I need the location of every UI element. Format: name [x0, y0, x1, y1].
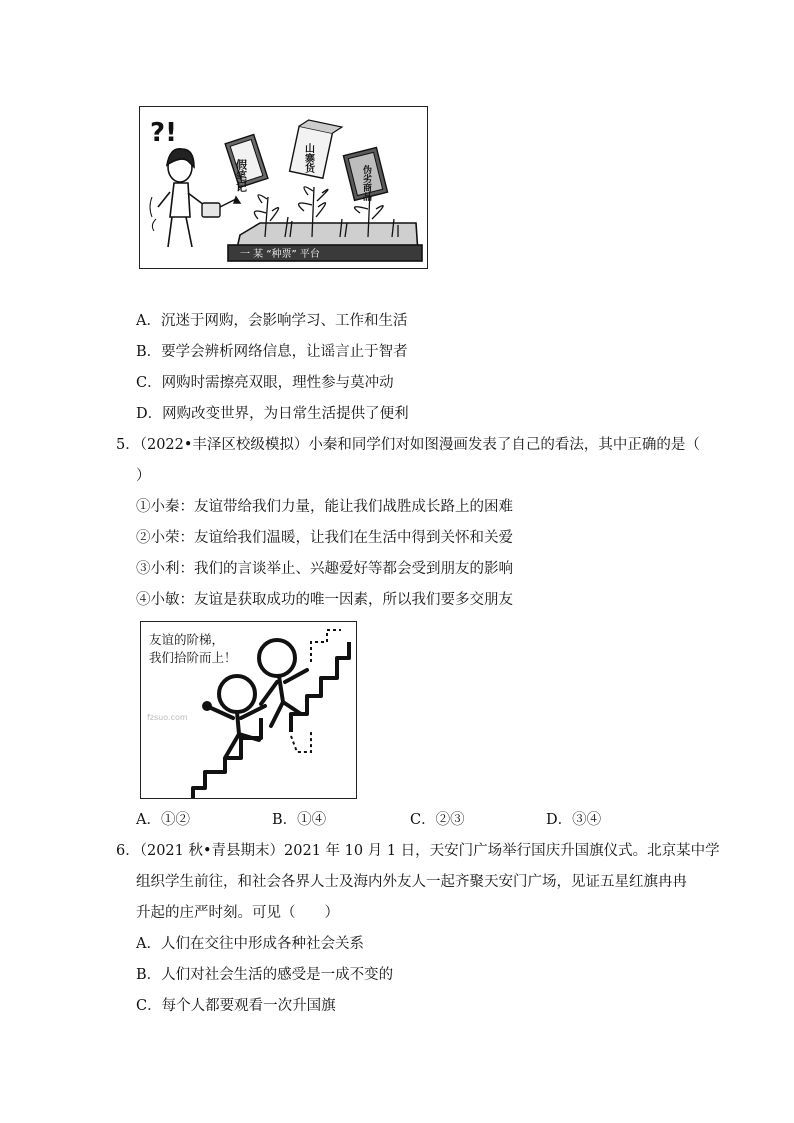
- book-label-1: 假笔记: [234, 159, 248, 192]
- q4-option-d: D．网购改变世界，为日常生活提供了便利: [136, 406, 409, 422]
- q6-option-c: C．每个人都要观看一次升国旗: [136, 998, 336, 1014]
- q6-stem-line1: 6．（2021 秋•青县期末）2021 年 10 月 1 日，天安门广场举行国庆升国旗仪式。北京某中学: [116, 843, 720, 859]
- question-marks: ?!: [150, 118, 177, 148]
- q4-option-b: B．要学会辨析网络信息，让谣言止于智者: [136, 344, 408, 360]
- ladder-drawing: [141, 622, 356, 798]
- cartoon-drawing: [140, 107, 427, 268]
- dashed-edge: [291, 630, 341, 752]
- book-label-2: 山寨货: [302, 143, 314, 173]
- q6-stem-line2: 组织学生前往，和社会各界人士及海内外友人一起齐聚天安门广场，见证五星红旗冉冉: [136, 874, 687, 890]
- q5-choice-a: A．①②: [136, 812, 190, 828]
- q5-statement-4: ④小敏：友谊是获取成功的唯一因素，所以我们要多交朋友: [136, 592, 513, 608]
- q4-option-c: C．网购时需擦亮双眼，理性参与莫冲动: [136, 375, 394, 391]
- platform-label: 一 某 “种票” 平台: [240, 249, 320, 260]
- q6-stem-line3: 升起的庄严时刻。可见（ ）: [136, 905, 339, 921]
- q5-statement-2: ②小荣：友谊给我们温暖，让我们在生活中得到关怀和关爱: [136, 530, 513, 546]
- q5-stem-line2: ）: [136, 468, 151, 484]
- watermark: fzsuo.com: [147, 713, 188, 722]
- q5-choice-d: D．③④: [546, 812, 602, 828]
- q5-choice-c: C．②③: [410, 812, 465, 828]
- figure-caption-line1: 友谊的阶梯，: [149, 632, 225, 647]
- q5-stem-line1: 5．（2022•丰泽区校级模拟）小秦和同学们对如图漫画发表了自己的看法，其中正确的是（: [116, 437, 700, 453]
- q5-statement-3: ③小利：我们的言谈举止、兴趣爱好等都会受到朋友的影响: [136, 561, 513, 577]
- q6-option-a: A．人们在交往中形成各种社会关系: [136, 936, 364, 952]
- q6-option-b: B．人们对社会生活的感受是一成不变的: [136, 967, 394, 983]
- q4-option-a: A．沉迷于网购，会影响学习、工作和生活: [136, 313, 408, 329]
- woman-figure: [150, 149, 204, 247]
- q5-statement-1: ①小秦：友谊带给我们力量，能让我们战胜成长路上的困难: [136, 499, 513, 515]
- q5-choice-b: B．①④: [272, 812, 327, 828]
- figure-upper-climber: [259, 640, 307, 726]
- figure-lower-climber: [204, 676, 265, 758]
- cartoon-figure-online-shopping: [139, 106, 428, 269]
- figure-caption-line2: 我们拾阶而上！: [149, 650, 237, 665]
- watering-can-icon: [202, 197, 240, 217]
- book-label-3: 伪劣商品: [361, 165, 371, 201]
- cartoon-figure-friendship-ladder: [140, 621, 357, 799]
- book-knockoff-goods: [290, 118, 342, 180]
